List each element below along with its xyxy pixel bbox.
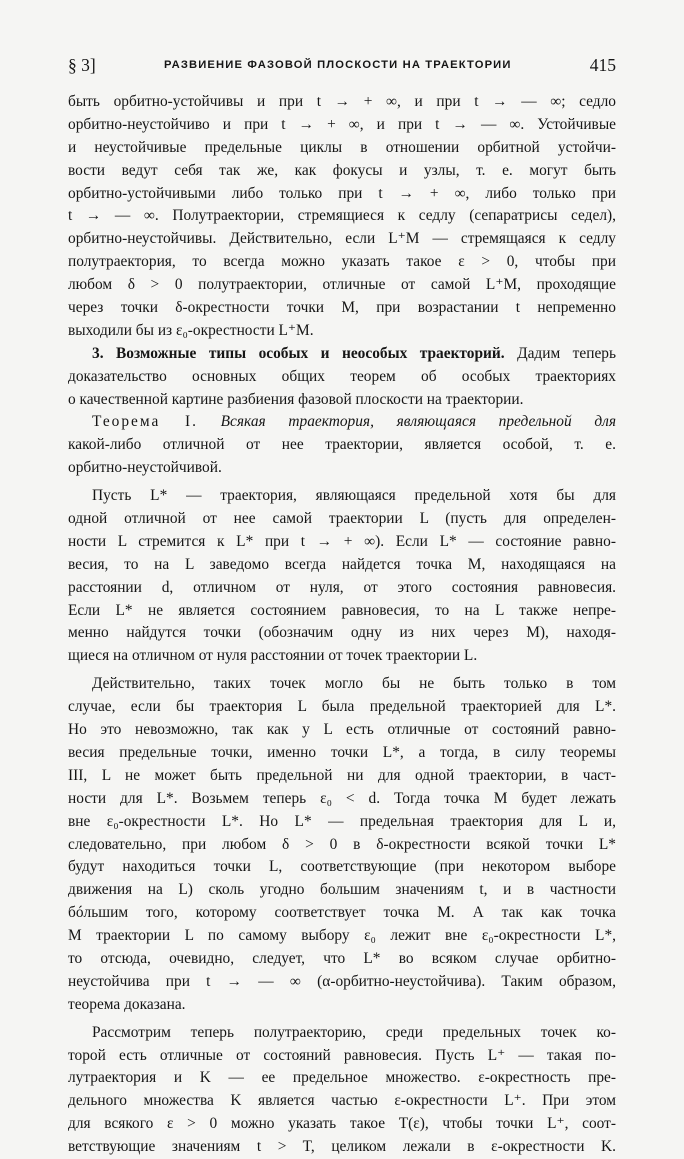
text-line: случае, если бы траектория L была предельной траекторией для L*. — [68, 698, 616, 716]
text-line: движения на L) сколь угодно большим значениям t, и в частности — [68, 881, 616, 899]
theorem-text: Всякая траектория, являющаяся предельной для — [197, 413, 616, 431]
text-line: то отсюда, очевидно, следует, что L* во всяком случае орбитно- — [68, 949, 616, 967]
text-line: для всякого ε > 0 можно указать такое T(ε), чтобы точки L⁺, соот- — [68, 1115, 616, 1133]
text-fragment: Дадим теперь — [504, 344, 616, 362]
section-marker: § 3] — [68, 55, 96, 75]
text-line: весия предельные точки, именно точки L*, а тогда, в силу теоремы — [68, 743, 616, 761]
text-line: Если L* не является состоянием равновесия, то на L также непре- — [68, 601, 616, 619]
text-line: ности L стремится к L* при t → + ∞). Если L* — состояние равно- — [68, 532, 616, 550]
text-line: выходили бы из ε₀-окрестности L⁺M. — [68, 321, 314, 339]
text-line: Действительно, таких точек могло бы не быть только в том — [92, 675, 616, 693]
text-line: дельного множества K является частью ε-окрестности L⁺. При этом — [68, 1092, 616, 1110]
page-number: 415 — [589, 55, 616, 75]
text-line: через точки δ-окрестности точки M, при возрастании t непременно — [68, 299, 616, 317]
text-line: и неустойчивые предельные циклы в отношении орбитной устойчи- — [68, 138, 616, 156]
text-line: следовательно, при любом δ > 0 в δ-окрестности всякой точки L* — [68, 835, 616, 853]
text-line: теорема доказана. — [68, 995, 186, 1013]
text-line: одной отличной от нее самой траектории L (пусть для определен- — [68, 510, 616, 528]
theorem-line: какой-либо отличной от нее траектории, является особой, т. е. — [68, 436, 616, 454]
text-line: t → — ∞. Полутраектории, стремящиеся к седлу (сепаратрисы седел), — [68, 207, 616, 225]
text-line: орбитно-неустойчиво и при t → + ∞, и при t → — ∞. Устойчивые — [68, 115, 616, 133]
text-line: торой есть отличные от состояний равновесия. Пусть L⁺ — такая по- — [68, 1046, 616, 1064]
text-line: M траектории L по самому выбору ε₀ лежит вне ε₀-окрестности L*, — [68, 927, 616, 945]
theorem-label: Теорема I. — [92, 413, 198, 431]
page-header — [68, 55, 616, 79]
theorem-line — [68, 411, 616, 434]
text-line: вости ведут себя так же, как фокусы и узлы, т. е. могут быть — [68, 161, 616, 179]
text-line: щиеся на отличном от нуля расстоянии от точек траектории L. — [68, 647, 478, 665]
text-line: орбитно-неустойчивы. Действительно, если L⁺M — стремящаяся к седлу — [68, 230, 616, 248]
text-line: доказательство основных общих теорем об особых траекториях — [68, 367, 616, 385]
text-line: любом δ > 0 полутраектории, отличные от самой L⁺M, проходящие — [68, 276, 616, 294]
text-line: ветствующие значениям t > T, целиком лежали в ε-окрестности K. — [68, 1138, 616, 1156]
text-line: неустойчива при t → — ∞ (α-орбитно-неустойчива). Таким образом, — [68, 972, 616, 990]
theorem-line: орбитно-неустойчивой. — [68, 459, 222, 477]
text-line: Рассмотрим теперь полутраекторию, среди предельных точек ко- — [92, 1023, 616, 1041]
text-line: Но это невозможно, так как у L есть отличные от состояний равно- — [68, 721, 616, 739]
text-line: бóльшим того, которому соответствует точка M. А так как точка — [68, 904, 616, 922]
text-line: III, L не может быть предельной ни для одной траектории, в част- — [68, 766, 616, 784]
text-line: вне ε₀-окрестности L*. Но L* — предельная траектория для L и, — [68, 812, 616, 830]
section-heading-line — [68, 343, 616, 366]
body-text — [68, 91, 616, 1159]
text-line: Пусть L* — траектория, являющаяся предельной хотя бы для — [92, 487, 616, 505]
text-line: лутраектория и K — ее предельное множество. ε-окрестность пре- — [68, 1069, 616, 1087]
text-line: менно найдутся точки (обозначим одну из них через M), находя- — [68, 624, 616, 642]
text-line: быть орбитно-устойчивы и при t → + ∞, и при t → — ∞; седло — [68, 93, 616, 110]
text-line: ности для L*. Возьмем теперь ε₀ < d. Тогда точка M будет лежать — [68, 789, 616, 807]
section-heading: 3. Возможные типы особых и неособых траекторий. — [92, 344, 505, 362]
text-line: полутраектория, то всегда можно указать такое ε > 0, чтобы при — [68, 253, 616, 271]
text-line: весия, то на L заведомо всегда найдется точка M, находящаяся на — [68, 555, 616, 573]
text-line: орбитно-устойчивыми либо только при t → + ∞, либо только при — [68, 184, 616, 202]
text-line: о качественной картине разбиения фазовой плоскости на траектории. — [68, 390, 524, 408]
text-line: расстоянии d, отличном от нуля, от этого состояния равновесия. — [68, 578, 616, 596]
text-line: будут находиться точки L, соответствующие (при некотором выборе — [68, 858, 616, 876]
running-title: РАЗВИЕНИЕ ФАЗОВОЙ ПЛОСКОСТИ НА ТРАЕКТОРИИ — [164, 59, 512, 71]
